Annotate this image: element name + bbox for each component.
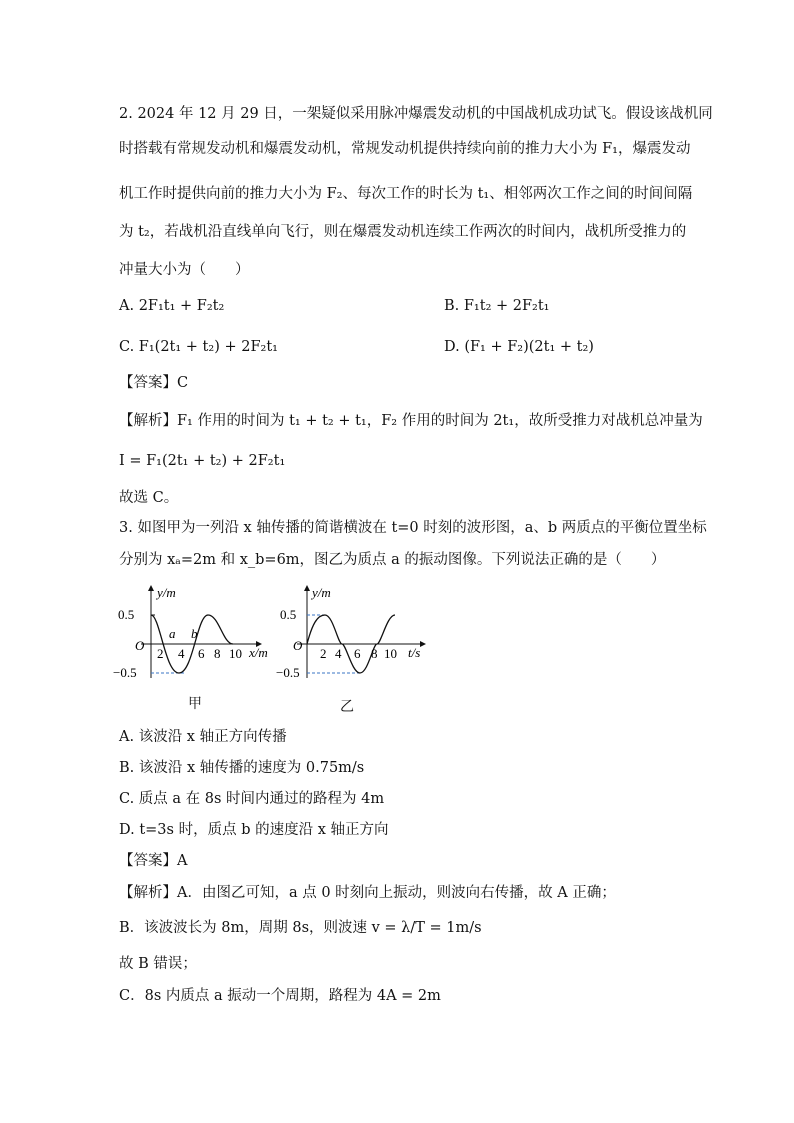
jia-tick-4: 4 xyxy=(178,646,185,661)
yi-y-label: y/m xyxy=(312,585,331,600)
yi-tick-8: 8 xyxy=(371,646,378,661)
q3-option-d: D. t=3s 时，质点 b 的速度沿 x 轴正方向 xyxy=(119,822,389,838)
jia-y-bottom-label: −0.5 xyxy=(113,665,137,680)
q3-option-c: C. 质点 a 在 8s 时间内通过的路程为 4m xyxy=(119,791,385,807)
q3-option-a: A. 该波沿 x 轴正方向传播 xyxy=(119,729,287,745)
jia-y-label: y/m xyxy=(157,585,176,600)
q2-answer: 【答案】C xyxy=(119,375,189,391)
yi-tick-10: 10 xyxy=(384,646,397,661)
q2-option-a: A. 2F₁t₁ + F₂t₂ xyxy=(119,298,225,314)
q2-option-b: B. F₁t₂ + 2F₂t₁ xyxy=(444,298,550,314)
q3-analysis-b-end: 故 B 错误； xyxy=(119,956,197,972)
jia-point-b: b xyxy=(191,626,198,641)
jia-point-a: a xyxy=(169,626,176,641)
jia-tick-8: 8 xyxy=(214,646,221,661)
jia-caption: 甲 xyxy=(188,696,202,712)
figure-yi xyxy=(276,580,440,685)
jia-origin-label: O xyxy=(135,638,145,653)
yi-origin-label: O xyxy=(293,638,303,653)
q3-answer: 【答案】A xyxy=(119,853,188,869)
jia-tick-6: 6 xyxy=(198,646,205,661)
jia-tick-2: 2 xyxy=(157,646,164,661)
q2-conclusion: 故选 C。 xyxy=(119,490,179,506)
q2-text-line-3: 机工作时提供向前的推力大小为 F₂、每次工作的时长为 t₁、相邻两次工作之间的时间间隔 xyxy=(119,186,693,202)
q2-text-line-1: 2. 2024 年 12 月 29 日，一架疑似采用脉冲爆震发动机的中国战机成功试飞。假设该战机同 xyxy=(119,106,713,122)
q3-text-line-2: 分别为 xₐ=2m 和 x_b=6m，图乙为质点 a 的振动图像。下列说法正确的是（ ） xyxy=(119,552,666,568)
q3-analysis-a: 【解析】A．由图乙可知，a 点 0 时刻向上振动，则波向右传播，故 A 正确； xyxy=(119,885,616,901)
figure-jia xyxy=(113,580,283,685)
yi-y-bottom-label: −0.5 xyxy=(276,665,300,680)
yi-tick-6: 6 xyxy=(354,646,361,661)
q2-option-c: C. F₁(2t₁ + t₂) + 2F₂t₁ xyxy=(119,339,278,355)
yi-tick-4: 4 xyxy=(335,646,342,661)
q3-analysis-c: C．8s 内质点 a 振动一个周期，路程为 4A = 2m xyxy=(119,988,441,1004)
q3-option-b: B. 该波沿 x 轴传播的速度为 0.75m/s xyxy=(119,760,365,776)
yi-tick-2: 2 xyxy=(320,646,327,661)
jia-x-label: x/m xyxy=(249,645,268,660)
q2-analysis-line-1: 【解析】F₁ 作用的时间为 t₁ + t₂ + t₁，F₂ 作用的时间为 2t₁，故所受推力对战机总冲量为 xyxy=(119,413,703,429)
jia-tick-10: 10 xyxy=(229,646,242,661)
yi-caption: 乙 xyxy=(340,699,354,715)
yi-y-top-label: 0.5 xyxy=(280,607,297,622)
jia-y-top-label: 0.5 xyxy=(118,607,135,622)
q2-text-line-5: 冲量大小为（ ） xyxy=(119,262,250,278)
q3-text-line-1: 3. 如图甲为一列沿 x 轴传播的简谐横波在 t=0 时刻的波形图，a、b 两质点的平衡位置坐标 xyxy=(119,520,707,536)
q3-analysis-b: B．该波波长为 8m，周期 8s，则波速 v = λ/T = 1m/s xyxy=(119,920,482,936)
q2-option-d: D. (F₁ + F₂)(2t₁ + t₂) xyxy=(444,339,594,355)
q2-text-line-2: 时搭载有常规发动机和爆震发动机，常规发动机提供持续向前的推力大小为 F₁，爆震发动 xyxy=(119,141,691,157)
q2-analysis-formula: I = F₁(2t₁ + t₂) + 2F₂t₁ xyxy=(119,453,286,469)
yi-x-label: t/s xyxy=(408,645,421,660)
q2-text-line-4: 为 t₂，若战机沿直线单向飞行，则在爆震发动机连续工作两次的时间内，战机所受推力的 xyxy=(119,224,687,240)
